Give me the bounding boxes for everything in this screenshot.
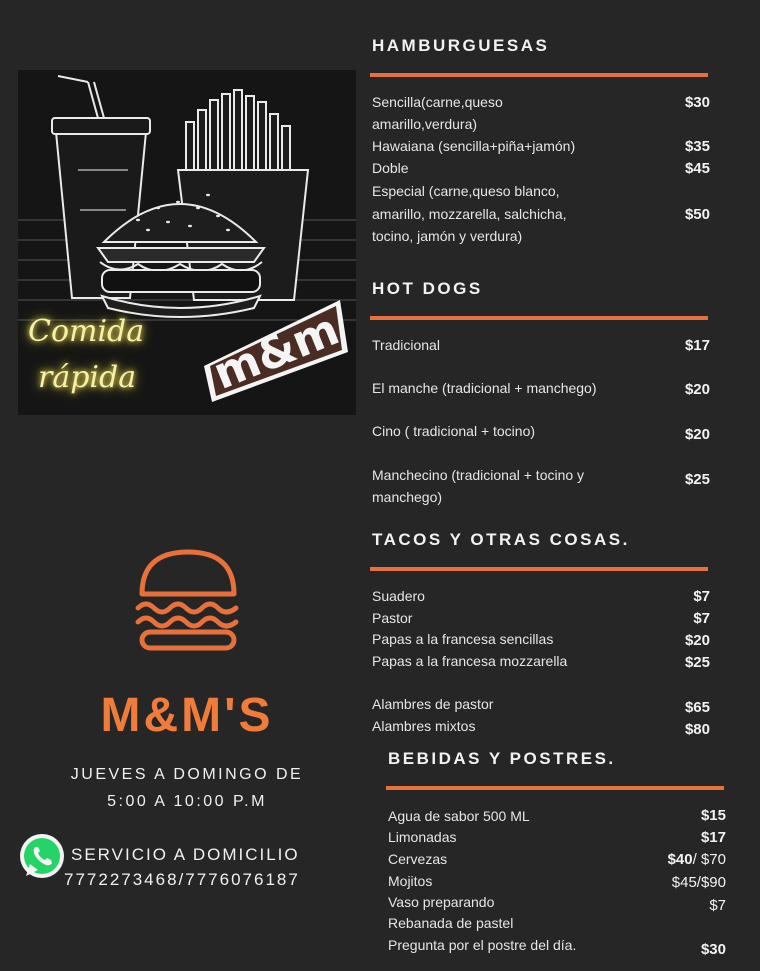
menu-item-price: $25 xyxy=(684,654,710,671)
menu-item-name: Cervezas xyxy=(388,851,448,867)
menu-item-price: $20 xyxy=(684,426,710,443)
burger-icon xyxy=(134,548,242,652)
menu-item-price: $35 xyxy=(684,138,710,155)
section-divider xyxy=(386,786,724,790)
menu-item-price: $17 xyxy=(684,337,710,354)
menu-item-name: Doble xyxy=(372,160,409,176)
schedule-hours: 5:00 A 10:00 P.M xyxy=(107,793,267,810)
menu-item-name: Tradicional xyxy=(372,337,440,353)
menu-item-price: $25 xyxy=(684,471,710,488)
section-divider xyxy=(370,73,708,77)
menu-item-name: Manchecino (tradicional + tocino y xyxy=(372,467,585,483)
menu-item-price: $65 xyxy=(684,699,710,716)
section-title-tacos: TACOS Y OTRAS COSAS. xyxy=(372,530,630,549)
menu-item-price: $20 xyxy=(684,632,710,649)
menu-item-name: Mojitos xyxy=(388,873,433,889)
menu-item-name: Papas a la francesa sencillas xyxy=(372,631,554,647)
menu-item-price: $45/$90 xyxy=(671,874,726,891)
mm-logo-text: m&m xyxy=(206,303,347,400)
menu-item-price-bold: $40 xyxy=(667,851,693,868)
menu-item-price: $30 xyxy=(684,94,710,111)
mm-logo xyxy=(200,296,350,406)
menu-item-price: $30 xyxy=(700,941,726,958)
menu-item-name: El manche (tradicional + manchego) xyxy=(372,380,597,396)
delivery-label: SERVICIO A DOMICILIO xyxy=(71,845,300,864)
menu-item-name: Alambres mixtos xyxy=(372,718,476,734)
menu-item-price: $17 xyxy=(700,829,726,846)
neon-sign-line1: Comida xyxy=(28,314,145,349)
neon-sign-line2: rápida xyxy=(38,360,137,395)
phone-numbers[interactable]: 7772273468/7776076187 xyxy=(64,870,300,889)
section-title-hamburguesas: HAMBURGUESAS xyxy=(372,36,550,55)
section-title-hot-dogs: HOT DOGS xyxy=(372,279,483,298)
menu-item-name: Cino ( tradicional + tocino) xyxy=(372,423,536,439)
menu-item-price: $50 xyxy=(684,206,710,223)
menu-item-name: Rebanada de pastel xyxy=(388,915,514,931)
menu-item-price: $7 xyxy=(709,897,726,914)
menu-item-name: Suadero xyxy=(372,588,425,604)
menu-item-name: Alambres de pastor xyxy=(372,696,494,712)
menu-item-price: $7 xyxy=(693,588,710,605)
menu-item-name: Limonadas xyxy=(388,829,457,845)
menu-item-name: Sencilla(carne,queso xyxy=(372,94,503,110)
menu-item-name: Hawaiana (sencilla+piña+jamón) xyxy=(372,138,576,154)
menu-item-price: $80 xyxy=(684,721,710,738)
section-title-bebidas: BEBIDAS Y POSTRES. xyxy=(388,749,616,768)
menu-item-price: $45 xyxy=(684,160,710,177)
menu-item-price: $20 xyxy=(684,381,710,398)
menu-item-name: Pregunta por el postre del día. xyxy=(388,937,577,953)
whatsapp-icon xyxy=(18,832,66,880)
menu-item-name-cont: manchego) xyxy=(372,489,443,505)
menu-item-price: $15 xyxy=(700,807,726,824)
menu-item-price xyxy=(668,851,726,868)
brand-name: M&M'S xyxy=(100,689,274,742)
section-divider xyxy=(370,316,708,320)
menu-item-name: Vaso preparando xyxy=(388,894,495,910)
menu-item-price: $7 xyxy=(693,610,710,627)
menu-item-name: Especial (carne,queso blanco, xyxy=(372,183,560,199)
section-divider xyxy=(370,567,708,571)
menu-item-name: Papas a la francesa mozzarella xyxy=(372,653,568,669)
menu-item-name: Agua de sabor 500 ML xyxy=(388,808,530,824)
menu-item-name-cont: tocino, jamón y verdura) xyxy=(372,228,523,244)
menu-item-name-cont: amarillo, mozzarella, salchicha, xyxy=(372,206,567,222)
menu-item-name-cont: amarillo,verdura) xyxy=(372,116,478,132)
schedule-days: JUEVES A DOMINGO DE xyxy=(70,766,304,783)
menu-item-name: Pastor xyxy=(372,610,413,626)
menu-item-price-alt: / $70 xyxy=(692,851,726,868)
